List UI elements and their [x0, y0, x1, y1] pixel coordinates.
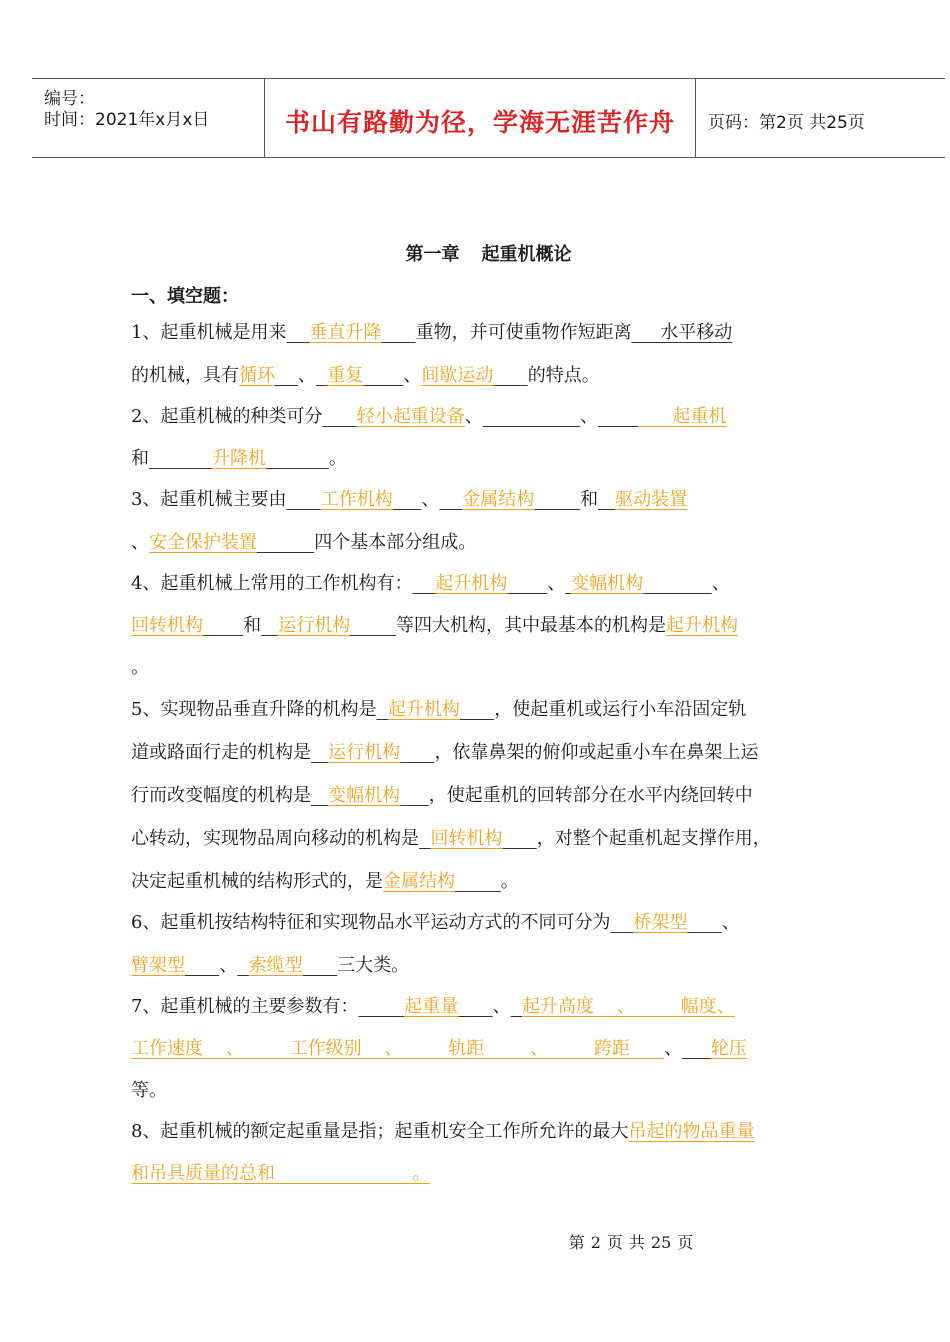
page-info: 页码：第2页 共25页 [708, 113, 865, 133]
section-title: 一、填空题： [131, 286, 239, 307]
chapter-title: 第一章 起重机概论 [405, 244, 572, 265]
header-info-cell [32, 79, 265, 157]
time-label: 时间：2021年x月x日 [44, 110, 210, 130]
q7-line1: 7、起重机械的主要参数有： 起重量 、 起升高度 、 幅度、 [131, 996, 735, 1017]
q7-line3: 等。 [131, 1080, 167, 1101]
q6-line1: 6、起重机按结构特征和实现物品水平运动方式的不同可分为 桥架型 、 [131, 912, 740, 933]
q5-line4: 心转动，实现物品周向移动的机构是 回转机构 ，对整个起重机起支撑作用， [131, 828, 771, 849]
q5-line2: 道或路面行走的机构是 运行机构 ，依靠鼻架的俯仰或起重小车在鼻架上运 [131, 742, 759, 763]
q5-line5: 决定起重机械的结构形式的，是金属结构 。 [131, 871, 519, 892]
q2-line2: 和 升降机 。 [131, 448, 347, 469]
motto: 书山有路勤为径，学海无涯苦作舟 [284, 108, 675, 137]
q4-line2: 回转机构 和 运行机构 等四大机构，其中最基本的机构是起升机构 [131, 615, 739, 636]
q1-line1: 1、起重机械是用来 垂直升降 重物，并可使重物作短距离 水平移动 [131, 322, 733, 343]
header-page-cell [696, 79, 945, 157]
q8-line2: 和吊具质量的总和 。 [131, 1163, 431, 1184]
page-header [32, 78, 945, 158]
number-label: 编号： [44, 89, 95, 109]
q3-line2: 、安全保护装置 四个基本部分组成。 [131, 532, 477, 553]
q8-line1: 8、起重机械的额定起重量是指；起重机安全工作所允许的最大吊起的物品重量 [131, 1121, 755, 1142]
q2-line1: 2、起重机械的种类可分 轻小起重设备、 、 起重机 [131, 406, 727, 427]
q4-line3: 。 [131, 657, 149, 678]
q3-line1: 3、起重机械主要由 工作机构 、 金属结构 和 驱动装置 [131, 489, 688, 510]
q7-line2: 工作速度 、 工作级别 、 轨距 、 跨距 、 轮压 [131, 1038, 747, 1059]
q5-line3: 行而改变幅度的机构是 变幅机构 ，使起重机的回转部分在水平内绕回转中 [131, 785, 753, 806]
q6-line2: 臂架型 、 索缆型 三大类。 [131, 955, 410, 976]
header-motto-cell [265, 79, 696, 157]
page-footer: 第 2 页 共 25 页 [568, 1233, 694, 1252]
q5-line1: 5、实现物品垂直升降的机构是 起升机构 ，使起重机或运行小车沿固定轨 [131, 699, 747, 720]
q4-line1: 4、起重机械上常用的工作机构有： 起升机构 、 变幅机构 、 [131, 573, 730, 594]
q1-line2: 的机械，具有循环 、 重复 、间歇运动 的特点。 [131, 365, 600, 386]
